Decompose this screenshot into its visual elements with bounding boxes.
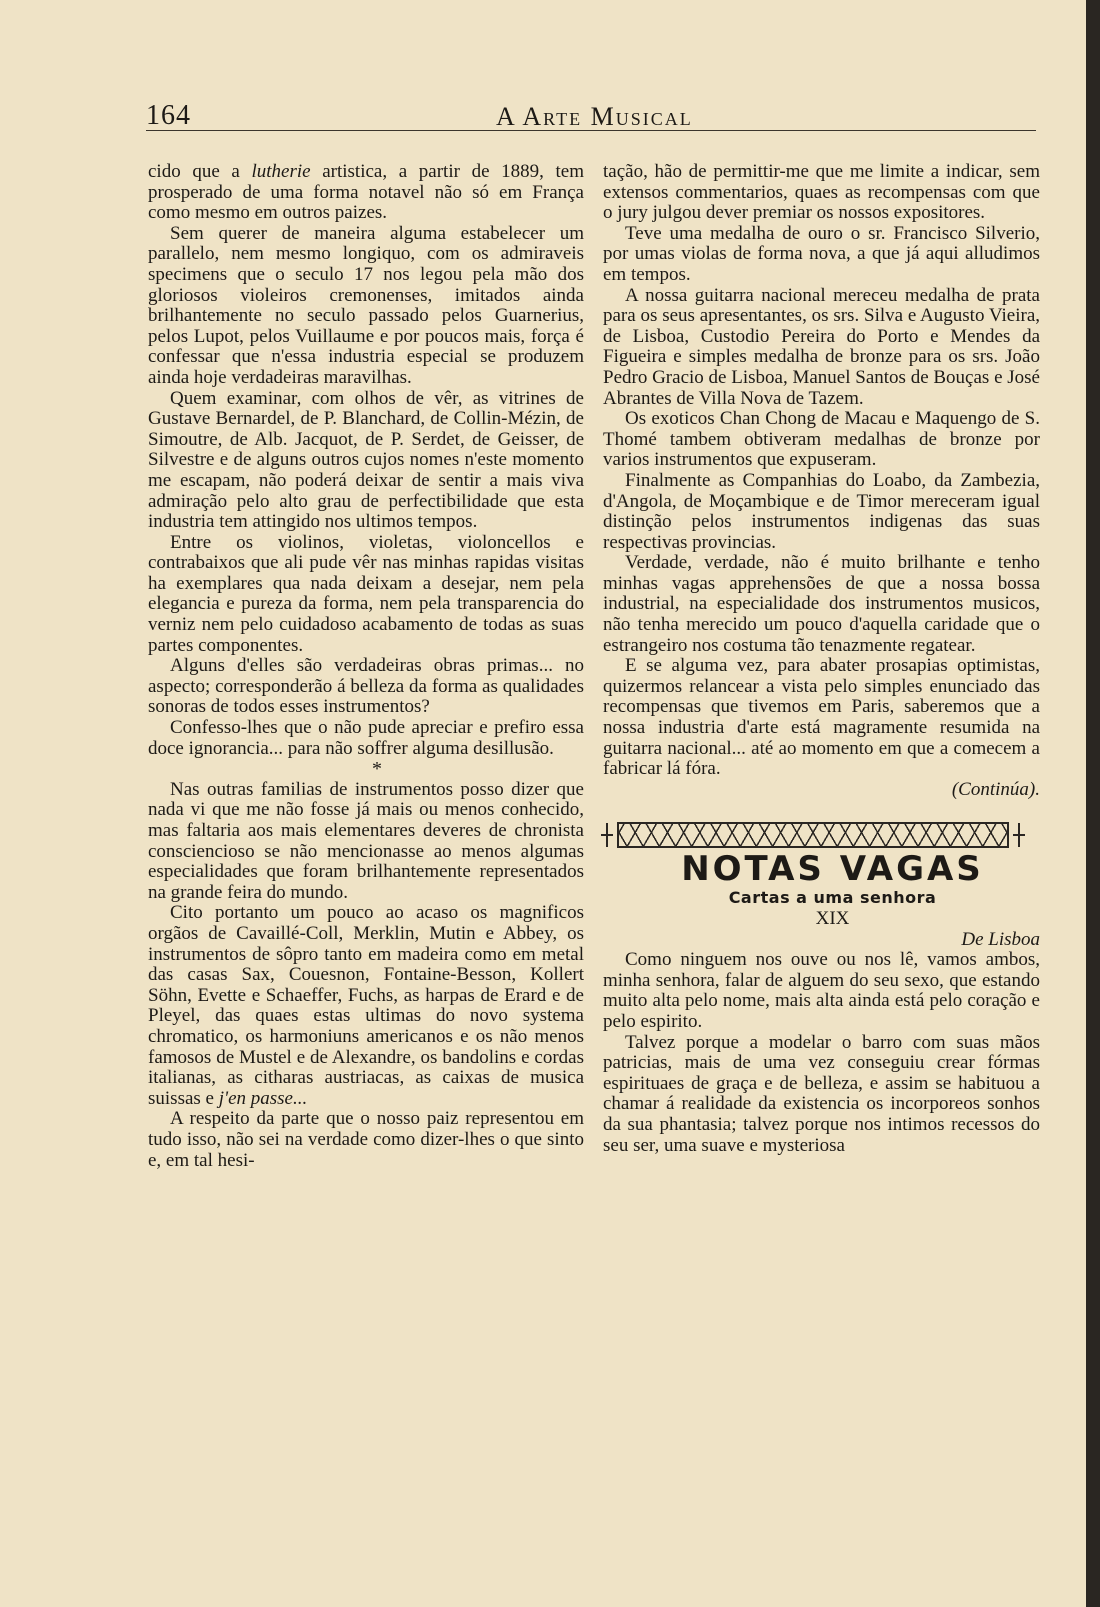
section-subtitle: Cartas a uma senhora bbox=[728, 888, 937, 908]
paragraph: Os exoticos Chan Chong de Macau e Maquengo de S. Thomé tambem obtiveram medalhas de bronze por varios instrumentos que expuseram. bbox=[603, 408, 1040, 471]
paragraph: Finalmente as Companhias do Loabo, da Zambezia, d'Angola, de Moçambique e de Timor mereceram igual distinção pelos instrumentos indigenas das suas respectivas provincias. bbox=[603, 469, 1040, 553]
running-header bbox=[146, 100, 1036, 131]
paragraph: Como ninguem nos ouve ou nos lê, vamos ambos, minha senhora, falar de alguem do seu sexo, que estando muito alta pelo nome, mais alta ainda está pelo coração e pelo espirito. bbox=[603, 949, 1040, 1032]
paragraph bbox=[148, 903, 584, 1109]
letter-number: XIX bbox=[815, 908, 850, 929]
paragraph: A nossa guitarra nacional mereceu medalha de prata para os seus apresentantes, os srs. Silva e Augusto Vieira, de Lisboa, Custodio Pereira do Porto e Mendes da Figueira e simples medalha de bronze para os srs. João Pedro Gracio de Lisboa, Manuel Santos de Bouças e José Abrantes de Villa Nova de Tazem. bbox=[603, 284, 1040, 409]
text-run: artistica, a partir de 1889, tem prosperado de uma forma notavel não só em França como mesmo em outros paizes. bbox=[148, 161, 584, 224]
running-title: A Arte Musical bbox=[496, 102, 693, 131]
ornamental-divider bbox=[597, 820, 1029, 850]
paragraph: E se alguma vez, para abater prosapias optimistas, quizermos relancear a vista pelo simples enunciado das recompensas que tivemos em Paris, saberemos que a nossa industria d'arte está magramente resumida na guitarra nacional... até ao momento em que a comecem a fabricar lá fóra. bbox=[603, 655, 1040, 780]
paragraph: Sem querer de maneira alguma estabelecer um parallelo, nem mesmo longiquo, com os admiraveis specimens que o seculo 17 nos legou pela mão dos gloriosos violeiros cremonenses, imitados ainda brilhantemente no seculo passado pelos Guarnerius, pelos Lupot, pelos Vuillaume e por poucos mais, força é confessar que n'essa industria especial se produzem ainda hoje verdadeiras maravilhas. bbox=[148, 222, 584, 388]
paragraph: Talvez porque a modelar o barro com suas mãos patricias, mais de uma vez conseguiu crear fórmas espirituaes de graça e de belleza, e assim se habituou a chamar á realidade da existencia os incorporeos sonhos da sua phantasia; talvez porque nos intimos recessos do seu ser, uma suave e mysteriosa bbox=[603, 1031, 1040, 1156]
left-column bbox=[148, 162, 584, 1171]
paragraph: Quem examinar, com olhos de vêr, as vitrines de Gustave Bernardel, de P. Blanchard, de Collin-Mézin, de Simoutre, de Alb. Jacquot, de P. Serdet, de Geisser, de Silvestre e de alguns outros cujos nomes n'este momento me escapam, não poderá deixar de sentir a mais viva admiração pelo alto grau de perfectibilidade que esta industria tem attingido nos ultimos tempos. bbox=[148, 387, 584, 533]
section-title: NOTAS VAGAS bbox=[681, 849, 984, 890]
paragraph: tação, hão de permittir-me que me limite a indicar, sem extensos commentarios, quaes as recompensas com que o jury julgou dever premiar os nossos expositores. bbox=[603, 161, 1040, 224]
paragraph: A respeito da parte que o nosso paiz representou em tudo isso, não sei na verdade como dizer-lhes o que sinto e, em tal hesi- bbox=[148, 1108, 584, 1171]
paragraph: Nas outras familias de instrumentos posso dizer que nada vi que me não fosse já mais ou menos conhecido, mas faltaria aos mais elementares deveres de chronista consciencioso se não mencionasse ao menos algumas especialidades que foram brilhantemente representados na grande feira do mundo. bbox=[148, 778, 584, 903]
italic-term: lutherie bbox=[251, 161, 311, 182]
paragraph: Entre os violinos, violetas, violoncellos e contrabaixos que ali pude vêr nas minhas rapidas visitas ha exemplares qua nada deixam a desejar, nem pela elegancia e pureza da forma, nem pela transparencia do verniz nem pelo cuidadoso acabamento de todas as suas partes componentes. bbox=[148, 531, 584, 656]
paragraph bbox=[148, 162, 584, 224]
text-run: Cito portanto um pouco ao acaso os magnificos orgãos de Cavaillé-Coll, Merklin, Mutin e Abbey, os instrumentos de sôpro tanto em madeira como em metal das casas Sax, Couesnon, Fontaine-Besson, Kollert Söhn, Evette e Schaeffer, Fuchs, as harpas de Erard e de Pleyel, das quaes estas ultimas do novo systema chromatico, os harmoniuns americanos e os não menos famosos de Mustel e de Alexandre, os bandolins e cordas italianas, as citharas austriacas, as caixas de musica suissas e bbox=[148, 902, 584, 1109]
page-edge bbox=[1086, 0, 1100, 1607]
paragraph: Confesso-lhes que o não pude apreciar e prefiro essa doce ignorancia... para não soffrer alguma desillusão. bbox=[148, 717, 584, 759]
ornament-end-right bbox=[1009, 820, 1029, 850]
italic-phrase: j'en passe... bbox=[218, 1087, 308, 1109]
asterism-divider: * bbox=[372, 758, 382, 781]
continues-note: (Continúa). bbox=[951, 778, 1040, 800]
text-run: cido que a bbox=[148, 161, 252, 182]
letter-place: De Lisboa bbox=[961, 928, 1040, 950]
paragraph: Teve uma medalha de ouro o sr. Francisco Silverio, por umas violas de forma nova, a que já aqui alludimos em tempos. bbox=[603, 222, 1040, 285]
page-number: 164 bbox=[146, 100, 191, 131]
ornament-band bbox=[617, 822, 1009, 848]
ornament-end-left bbox=[597, 820, 617, 850]
right-column bbox=[603, 162, 1040, 1156]
paragraph: Alguns d'elles são verdadeiras obras primas... no aspecto; corresponderão á belleza da forma as qualidades sonoras de todos esses instrumentos? bbox=[148, 655, 584, 718]
paragraph: Verdade, verdade, não é muito brilhante e tenho minhas vagas apprehensões de que a nossa bossa industrial, na especialidade dos instrumentos musicos, não tenha merecido um pouco d'aquella caridade que o estrangeiro nos costuma tão tenazmente regatear. bbox=[603, 552, 1040, 656]
